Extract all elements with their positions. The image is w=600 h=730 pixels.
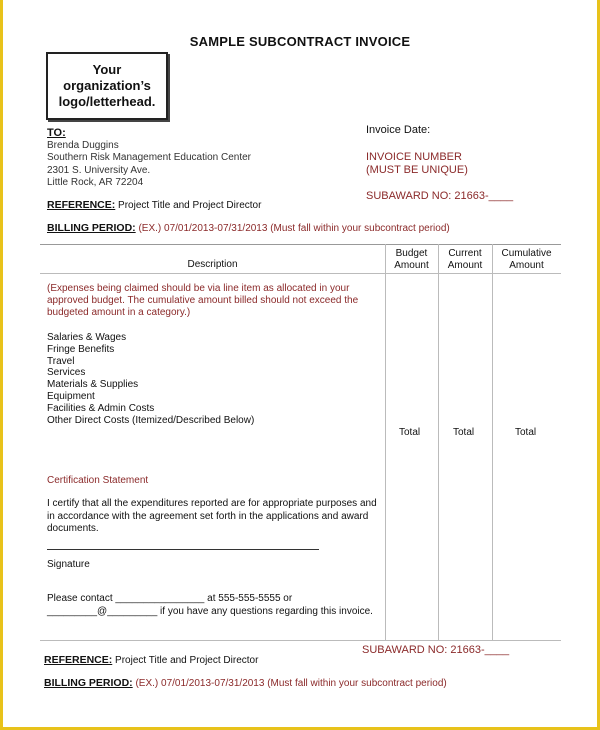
recipient-name: Brenda Duggins [47,139,119,151]
to-label: TO: [47,127,66,139]
subaward-number-top: SUBAWARD NO: 21663-____ [366,190,514,202]
document-title: SAMPLE SUBCONTRACT INVOICE [189,34,411,49]
reference-label: REFERENCE: [47,199,116,211]
list-item: Equipment [47,390,95,402]
table-column-divider [385,244,386,640]
recipient-city: Little Rock, AR 72204 [47,177,144,188]
header-cumulative-amount: Cumulative Amount [501,248,552,271]
table-column-divider [492,244,493,640]
list-item: Salaries & Wages [47,332,127,343]
billing-period-label: BILLING PERIOD: [47,222,136,234]
header-description: Description [187,259,238,270]
table-column-divider [438,244,439,640]
signature-label: Signature [47,559,90,570]
billing-period-value: (EX.) 07/01/2013-07/31/2013 (Must fall within your subcontract period) [135,223,450,234]
list-item: Services [47,367,86,379]
list-item: Fringe Benefits [47,343,115,355]
recipient-block [47,127,251,190]
billing-period-label: BILLING PERIOD: [44,677,133,689]
reference-line-top [47,199,261,211]
billing-period-value: (EX.) 07/01/2013-07/31/2013 (Must fall within your subcontract period) [132,678,447,689]
reference-value: Project Title and Project Director [115,200,262,211]
table-header-divider [40,273,561,274]
header-budget-amount: Budget Amount [394,248,429,271]
header-current-amount: Current Amount [447,248,483,271]
list-item: Other Direct Costs (Itemized/Described Below) [47,414,255,426]
table-bottom-border [40,640,561,641]
page-frame-left [0,0,3,730]
invoice-number-label: INVOICE NUMBER [366,151,462,163]
cumulative-total: Total [515,427,537,438]
reference-label: REFERENCE: [44,654,113,666]
expense-category-list [47,332,254,426]
billing-period-line-top [47,222,450,234]
certification-title: Certification Statement [47,475,149,486]
budget-total: Total [399,427,421,438]
contact-text: Please contact ________________ at 555-555-5555 or _________@_________ if you have any questions regarding this invoice. [47,593,373,617]
recipient-org: Southern Risk Management Education Center [47,152,252,163]
signature-line [47,549,319,550]
logo-placeholder [46,52,168,120]
subaward-number-bottom: SUBAWARD NO: 21663-____ [362,644,510,656]
list-item: Travel [47,355,75,367]
reference-line-bottom [44,654,258,666]
logo-text: Your organization’s logo/letterhead. [58,62,156,109]
recipient-street: 2301 S. University Ave. [47,164,151,176]
certification-statement: I certify that all the expenditures reported are for appropriate purposes and in accordance with the agreement set forth in the applications and award documents. [47,498,377,534]
reference-value: Project Title and Project Director [112,655,259,666]
list-item: Materials & Supplies [47,379,139,391]
expense-instructions: (Expenses being claimed should be via line item as allocated in your approved budget. The cumulative amount billed should not exceed the budgeted amount in a category.) [47,283,359,318]
list-item: Facilities & Admin Costs [47,402,155,414]
billing-period-line-bottom [44,677,447,689]
current-total: Total [453,427,475,438]
invoice-number-block [366,151,468,177]
invoice-date-label: Invoice Date: [366,124,431,136]
invoice-number-note: (MUST BE UNIQUE) [366,164,468,176]
